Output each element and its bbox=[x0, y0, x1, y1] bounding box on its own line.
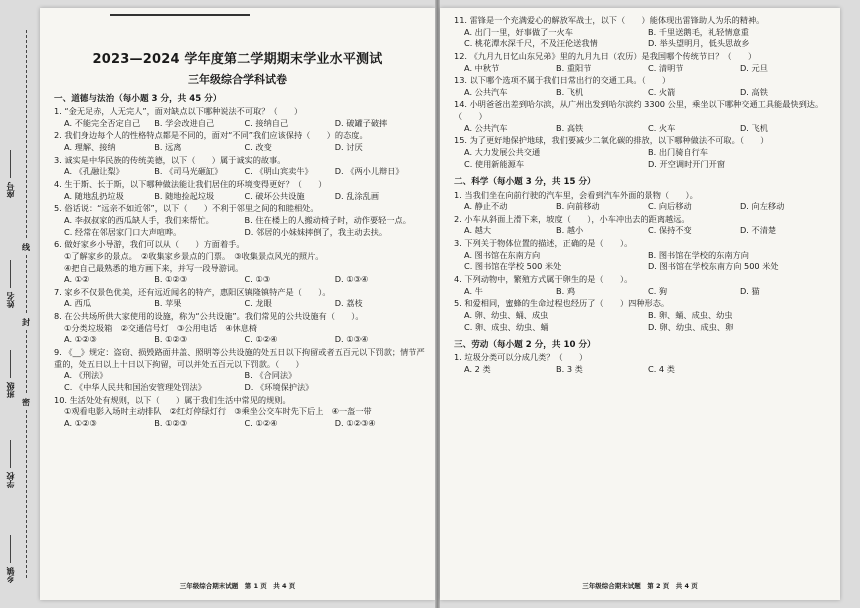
answer-option: B. 图书馆在学校的东南方向 bbox=[648, 249, 749, 260]
answer-option: D. 《环境保护法》 bbox=[244, 381, 314, 392]
answer-option: B. 远离 bbox=[154, 142, 182, 153]
answer-option: A. 越大 bbox=[464, 225, 492, 236]
answer-options bbox=[454, 201, 832, 213]
answer-option: D. 向左移动 bbox=[740, 201, 785, 212]
answer-option: C. 卵、成虫、幼虫、蛹 bbox=[464, 321, 549, 332]
answer-option: B. 重阳节 bbox=[556, 62, 592, 73]
answer-options bbox=[454, 286, 832, 298]
section-heading: 一、道德与法治（每小题 3 分，共 45 分） bbox=[54, 94, 222, 104]
question-stem: 4. 生于斯、长于斯，以下哪种做法能让我们居住的环境变得更好？（ ） bbox=[54, 179, 327, 190]
answer-option: A. 牛 bbox=[464, 285, 483, 296]
answer-option: B. 学会改进自己 bbox=[154, 117, 215, 128]
answer-option: C. 龙眼 bbox=[244, 298, 272, 309]
question-stem: 14. 小明爸爸出差到哈尔滨，从广州出发到哈尔滨约 3300 公里，乘坐以下哪种交通工具能最快到达。（ ） bbox=[454, 99, 824, 122]
exam-page-1 bbox=[40, 8, 435, 600]
question-stem: 10. 生活处处有规则，以下（ ）属于我们生活中常见的规则。 bbox=[54, 394, 291, 405]
answer-option: A. 理解、接纳 bbox=[64, 142, 116, 153]
answer-option: A. 静止不动 bbox=[464, 201, 508, 212]
answer-option: B. 住在楼上的人搬动椅子时，动作要轻一点。 bbox=[244, 214, 411, 225]
answer-option: D. 讨厌 bbox=[334, 142, 363, 153]
seal-seal-char: 封 bbox=[22, 315, 30, 330]
answer-option: A. 2 类 bbox=[464, 364, 491, 375]
section-heading: 二、科学（每小题 3 分，共 15 分） bbox=[454, 177, 596, 188]
question-stem: 5. 俗话说：“远亲不如近邻”，以下（ ）不利于邻里之间的和睦相处。 bbox=[54, 203, 319, 214]
answer-options bbox=[454, 123, 832, 135]
answer-option: C. 经常在邻居家门口大声喧哗。 bbox=[64, 226, 182, 237]
answer-option: D. 《两小儿辩日》 bbox=[334, 166, 404, 177]
answer-option: B. 高铁 bbox=[556, 122, 584, 133]
exam-page-2 bbox=[440, 8, 840, 600]
answer-option: D. 荔枝 bbox=[334, 298, 363, 309]
page-2-content bbox=[440, 8, 840, 376]
answer-option: D. 飞机 bbox=[740, 122, 768, 133]
question-stem: 3. 下列关于物体位置的描述，正确的是（ ）。 bbox=[454, 238, 633, 249]
answer-option: C. 图书馆在学校 500 米处 bbox=[464, 261, 562, 272]
question-stem: 3. 诚实是中华民族的传统美德，以下（ ）属于诚实的故事。 bbox=[54, 154, 286, 165]
answer-option: C. 桃花潭水深千尺，不及汪伦送我情 bbox=[464, 38, 598, 49]
question-list bbox=[454, 15, 832, 170]
answer-options bbox=[454, 310, 832, 333]
answer-option: ①了解家乡的景点。 ②收集家乡景点的门票。 ③收集景点风光的照片。 bbox=[64, 250, 324, 261]
question-stem: 2. 小车从斜面上滑下来，坡度（ ），小车冲出去的距离越远。 bbox=[454, 213, 690, 224]
question-stem: 8. 在公共场所供大家使用的设施，称为“公共设施”。我们常见的公共设施有（ ）。 bbox=[54, 311, 364, 322]
answer-option: D. 元旦 bbox=[740, 62, 768, 73]
answer-option: D. 邻居的小妹妹摔倒了，我主动去扶。 bbox=[244, 226, 388, 237]
answer-options bbox=[454, 27, 832, 50]
answer-options bbox=[54, 118, 425, 130]
answer-option: C. 向后移动 bbox=[648, 201, 692, 212]
answer-options bbox=[54, 251, 425, 274]
answer-option: C. 火车 bbox=[648, 122, 676, 133]
answer-option: B. 出门骑自行车 bbox=[648, 147, 708, 158]
answer-option: A. 中秋节 bbox=[464, 62, 500, 73]
answer-option: D. 不清楚 bbox=[740, 225, 777, 236]
binding-line bbox=[26, 30, 27, 578]
answer-option: C. 4 类 bbox=[648, 364, 675, 375]
answer-options bbox=[54, 298, 425, 310]
answer-option: B. 飞机 bbox=[556, 86, 584, 97]
question-stem: 9. 《__》规定：盗窃、损毁路面井盖、照明等公共设施的处五日以下拘留或者五百元以下罚款；情节严重的，处五日以上十日以下拘留，可以并处五百元以下罚款。（ ） bbox=[54, 347, 425, 369]
answer-option: C. 清明节 bbox=[648, 62, 684, 73]
answer-options bbox=[454, 87, 832, 99]
question-list bbox=[54, 106, 425, 429]
answer-option: D. 破罐子破摔 bbox=[334, 117, 388, 128]
answer-option: C. ①②④ bbox=[244, 334, 278, 345]
answer-option: A. 公共汽车 bbox=[464, 122, 508, 133]
answer-option: B. 越小 bbox=[556, 225, 584, 236]
answer-option: ①观看电影入场时主动排队 ②红灯停绿灯行 ③乘坐公交车时先下后上 ④一盔一带 bbox=[64, 406, 372, 417]
section-heading: 三、劳动（每小题 2 分，共 10 分） bbox=[454, 340, 596, 351]
seal-line-char: 线 bbox=[22, 240, 30, 255]
answer-options bbox=[54, 191, 425, 203]
answer-option: A. 图书馆在东南方向 bbox=[464, 249, 541, 260]
answer-option: D. ①②③④ bbox=[334, 417, 376, 428]
answer-option: ①分类垃圾箱 ②交通信号灯 ③公用电话 ④休息椅 bbox=[64, 322, 258, 333]
field-class: 班级 bbox=[6, 350, 16, 398]
answer-options bbox=[54, 142, 425, 154]
question-stem: 6. 做好家乡小导游，我们可以从（ ）方面着手。 bbox=[54, 239, 245, 250]
answer-option: B. ①②③ bbox=[154, 274, 188, 285]
answer-option: A. ①② bbox=[64, 274, 90, 285]
answer-option: B. ①②③ bbox=[154, 334, 188, 345]
answer-option: D. ①③④ bbox=[334, 334, 369, 345]
answer-option: B. 3 类 bbox=[556, 364, 583, 375]
question-stem: 12. 《九月九日忆山东兄弟》里的九月九日（农历）是我国哪个传统节日？（ ） bbox=[454, 50, 757, 61]
answer-option: B. 鸡 bbox=[556, 285, 576, 296]
answer-option: C. 使用新能源车 bbox=[464, 158, 525, 169]
answer-option: B. 卵、蛹、成虫、幼虫 bbox=[648, 309, 733, 320]
question-stem: 1. 垃圾分类可以分成几类？（ ） bbox=[454, 352, 588, 363]
answer-option: B. ①②③ bbox=[154, 417, 188, 428]
question-stem: 1. 当我们坐在向前行驶的汽车里，会看到汽车外面的景物（ ）。 bbox=[454, 189, 698, 200]
answer-option: A. 出门一里，好事做了一火车 bbox=[464, 26, 573, 37]
answer-option: A. 随地乱扔垃圾 bbox=[64, 190, 124, 201]
field-seat-number: 座号 bbox=[6, 150, 16, 198]
answer-options bbox=[454, 225, 832, 237]
question-stem: 1. “金无足赤，人无完人”，面对缺点以下哪种说法不可取？（ ） bbox=[54, 106, 303, 117]
page-footer: 三年级综合期末试题 第 1 页 共 4 页 bbox=[179, 582, 296, 590]
question-stem: 15. 为了更好地保护地球，我们要减少二氧化碳的排放，以下哪种做法不可取。（ ） bbox=[454, 135, 769, 146]
question-stem: 5. 和爱相同，蜜蜂的生命过程也经历了（ ）四种形态。 bbox=[454, 298, 670, 309]
answer-option: D. 乱涂乱画 bbox=[334, 190, 380, 201]
answer-option: C. 保持不变 bbox=[648, 225, 692, 236]
answer-option: B. 《合同法》 bbox=[244, 370, 297, 381]
answer-option: C. 接纳自己 bbox=[244, 117, 289, 128]
answer-option: A. 西瓜 bbox=[64, 298, 92, 309]
question-stem: 7. 家乡不仅景色优美，还有远近闻名的特产，惠阳区镇隆镇特产是（ ）。 bbox=[54, 286, 331, 297]
question-stem: 11. 雷锋是一个充满爱心的解放军战士，以下（ ）能体现出雷锋助人为乐的精神。 bbox=[454, 15, 765, 25]
answer-options bbox=[54, 406, 425, 418]
answer-options bbox=[54, 323, 425, 335]
answer-options bbox=[54, 334, 425, 346]
answer-option: D. 卵、幼虫、成虫、卵 bbox=[648, 321, 734, 332]
answer-option: A. 《刑法》 bbox=[64, 370, 108, 381]
answer-option: B. 《司马光砸缸》 bbox=[154, 166, 223, 177]
answer-options bbox=[54, 418, 425, 430]
answer-option: A. ①②③ bbox=[64, 334, 97, 345]
answer-options bbox=[54, 274, 425, 286]
top-rule bbox=[110, 14, 250, 16]
answer-option: C. 《明山宾卖牛》 bbox=[244, 166, 313, 177]
answer-option: D. 图书馆在学校东南方向 500 米处 bbox=[648, 261, 779, 272]
answer-option: B. 随地捡起垃圾 bbox=[154, 190, 215, 201]
answer-options bbox=[54, 215, 425, 238]
question-list bbox=[454, 352, 832, 375]
answer-options bbox=[454, 147, 832, 170]
answer-option: A. 李叔叔家的西瓜缺人手，我们来帮忙。 bbox=[64, 214, 214, 225]
page-1-content bbox=[40, 93, 435, 430]
answer-option: C. 狗 bbox=[648, 285, 668, 296]
answer-option: ④把自己最熟悉的地方画下来，并写一段导游词。 bbox=[64, 262, 244, 273]
exam-title: 2023—2024 学年度第二学期期末学业水平测试 bbox=[92, 52, 383, 67]
seal-secret-char: 密 bbox=[22, 395, 30, 410]
field-school: 学校 bbox=[6, 440, 16, 488]
answer-options bbox=[54, 370, 425, 393]
binding-margin bbox=[2, 10, 36, 598]
answer-option: D. 举头望明月，低头思故乡 bbox=[648, 38, 750, 49]
question-stem: 2. 我们身边每个人的性格特点都是不同的，面对“不同”我们应该保持（ ）的态度。 bbox=[54, 130, 368, 141]
answer-option: B. 千里送鹅毛，礼轻情意重 bbox=[648, 26, 749, 37]
answer-option: D. ①③④ bbox=[334, 274, 369, 285]
answer-options bbox=[54, 166, 425, 178]
answer-option: A. 大力发展公共交通 bbox=[464, 147, 541, 158]
answer-option: D. 猫 bbox=[740, 285, 760, 296]
answer-option: B. 向前移动 bbox=[556, 201, 600, 212]
question-list bbox=[454, 190, 832, 334]
answer-option: D. 高铁 bbox=[740, 86, 768, 97]
answer-option: A. 卵、幼虫、蛹、成虫 bbox=[464, 309, 549, 320]
answer-option: A. ①②③ bbox=[64, 417, 97, 428]
answer-options bbox=[454, 250, 832, 273]
answer-options bbox=[454, 63, 832, 75]
answer-option: C. 改变 bbox=[244, 142, 272, 153]
exam-subtitle: 三年级综合学科试卷 bbox=[188, 73, 287, 86]
field-township: 乡镇 bbox=[6, 535, 16, 583]
field-name: 姓名 bbox=[6, 260, 16, 308]
answer-option: A. 《孔融让梨》 bbox=[64, 166, 124, 177]
answer-options bbox=[454, 364, 832, 376]
question-stem: 4. 下列动物中，繁殖方式属于卵生的是（ ）。 bbox=[454, 274, 633, 285]
answer-option: C. 《中华人民共和国治安管理处罚法》 bbox=[64, 381, 206, 392]
answer-option: A. 不能完全否定自己 bbox=[64, 117, 141, 128]
answer-option: A. 公共汽车 bbox=[464, 86, 508, 97]
answer-option: D. 开空调时开门开窗 bbox=[648, 158, 726, 169]
answer-option: C. ①③ bbox=[244, 274, 271, 285]
answer-option bbox=[740, 364, 832, 376]
answer-option: B. 苹果 bbox=[154, 298, 182, 309]
answer-option: C. 破坏公共设施 bbox=[244, 190, 305, 201]
answer-option: C. 火箭 bbox=[648, 86, 676, 97]
question-stem: 13. 以下哪个选项不属于我们日常出行的交通工具。（ ） bbox=[454, 75, 671, 86]
answer-option: C. ①②④ bbox=[244, 417, 278, 428]
page-footer: 三年级综合期末试题 第 2 页 共 4 页 bbox=[582, 582, 698, 590]
